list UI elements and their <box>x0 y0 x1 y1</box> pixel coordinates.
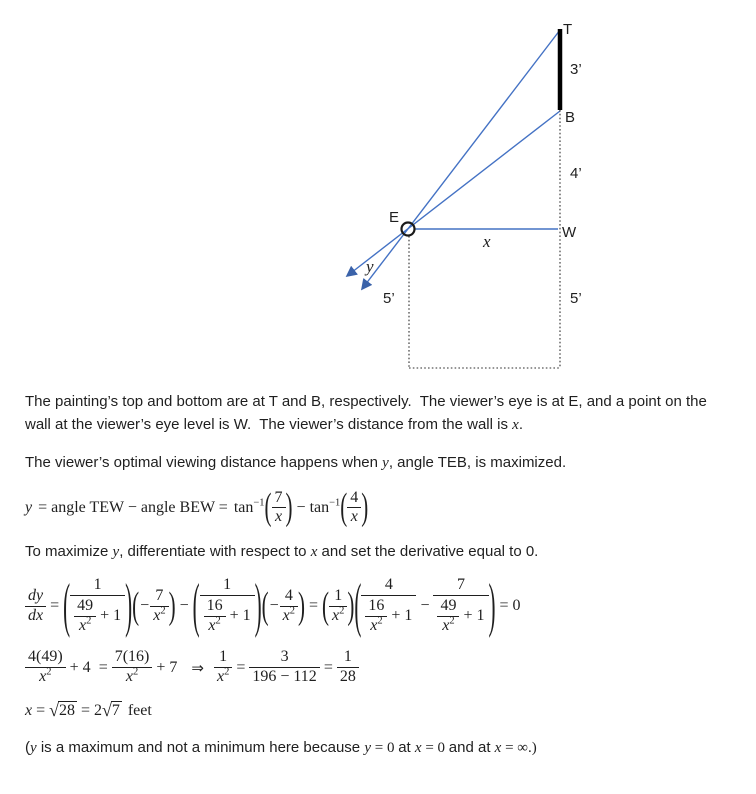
square-root <box>102 701 122 720</box>
radical-sign: √ <box>102 700 112 721</box>
fraction <box>204 597 226 636</box>
math-token: x <box>39 668 47 686</box>
fraction <box>365 597 387 636</box>
implies-arrow: ⇒ <box>191 658 204 677</box>
paragraph-optimal <box>25 452 736 475</box>
math-token: x <box>512 416 519 433</box>
math-token: 7 <box>274 488 283 506</box>
math-token: 2 <box>46 666 52 678</box>
viewing-distance-diagram <box>0 0 756 385</box>
paren: ( <box>264 485 272 529</box>
math-token: = <box>98 658 108 676</box>
math-token: −1 <box>253 497 265 509</box>
math-token: dx <box>25 606 46 626</box>
text-run: , angle TEB, is maximized. <box>388 454 567 471</box>
math-token: tan <box>309 498 330 516</box>
math-token: = <box>499 597 509 615</box>
math-token: x <box>370 616 378 634</box>
math-token: y <box>30 739 37 756</box>
math-token: 0 <box>512 597 521 615</box>
paren: ( <box>192 570 200 639</box>
math-token: 28 <box>58 702 75 720</box>
math-token <box>310 499 341 517</box>
math-token: − <box>296 498 306 516</box>
math-token: 196 − 112 <box>249 667 319 687</box>
math-token: y <box>364 739 371 756</box>
math-token: 2 <box>449 615 455 627</box>
paren: ) <box>347 583 355 627</box>
label-T: T <box>563 21 573 38</box>
math-token <box>433 595 488 637</box>
math-token: 2 <box>132 666 139 678</box>
document-body <box>0 391 756 759</box>
fraction <box>280 587 298 626</box>
math-token: = ∞.) <box>501 739 537 756</box>
math-token: 2 <box>86 615 92 627</box>
math-token: − <box>269 597 279 615</box>
text-run: is a maximum and not a minimum here because <box>36 738 365 756</box>
math-token: x <box>216 668 225 686</box>
paren: ( <box>340 485 348 529</box>
math-token: = angle TEW − angle BEW = <box>38 498 228 516</box>
math-token: = <box>323 658 333 676</box>
math-token: 2 <box>377 615 383 627</box>
math-token: x <box>414 739 422 756</box>
math-token: 49 <box>440 596 457 614</box>
math-token: feet <box>127 701 152 719</box>
fraction <box>433 576 488 637</box>
math-token <box>112 667 153 687</box>
square-root <box>49 701 77 720</box>
math-token: 1 <box>334 586 343 604</box>
label-B: B <box>565 109 576 126</box>
text-run: The viewer’s optimal viewing distance happens when <box>25 454 383 471</box>
math-token: x <box>25 701 33 719</box>
math-token: 28 <box>337 667 359 687</box>
math-token: y <box>112 544 120 561</box>
math-token: 4 <box>384 575 393 593</box>
fraction <box>361 576 416 637</box>
math-token: 2 <box>224 666 230 678</box>
math-token: = 0 <box>421 739 449 756</box>
math-token <box>280 606 298 626</box>
math-token: − <box>140 597 150 615</box>
fraction <box>329 587 347 626</box>
math-token: + 1 <box>229 606 251 624</box>
math-token: 4(49) <box>28 648 63 666</box>
text-run: at <box>398 738 415 756</box>
paragraph-note <box>25 737 736 760</box>
math-token <box>365 616 387 636</box>
paragraph-setup <box>25 391 736 436</box>
label-3ft: 3’ <box>570 61 582 78</box>
math-token <box>329 606 347 626</box>
math-token <box>70 595 125 637</box>
math-token: 1 <box>93 575 102 593</box>
fraction <box>200 576 255 637</box>
math-token: x <box>125 668 133 686</box>
radical-sign: √ <box>49 700 59 721</box>
math-token: + 4 <box>69 658 91 676</box>
fraction <box>272 489 286 528</box>
label-x-distance: x <box>483 232 491 251</box>
paren: ) <box>125 570 133 639</box>
math-token: + 1 <box>100 606 122 624</box>
math-token: −1 <box>329 497 341 509</box>
math-token: x <box>272 507 286 527</box>
math-token <box>74 616 96 636</box>
math-token: 16 <box>206 596 223 614</box>
math-token: 2 <box>339 605 345 617</box>
math-token: 1 <box>343 648 352 666</box>
math-token: + 1 <box>391 606 413 624</box>
fraction <box>70 576 125 637</box>
equation-angle-definition <box>25 485 736 529</box>
math-token: 7 <box>456 575 465 593</box>
math-token: x <box>347 507 361 527</box>
equation-derivative <box>25 570 736 639</box>
math-token: x <box>78 616 87 634</box>
math-token: dy <box>28 586 44 604</box>
math-token <box>150 606 168 626</box>
paren: ( <box>63 570 71 639</box>
label-y-angle: y <box>366 257 374 276</box>
fraction <box>74 597 96 636</box>
math-token: 2 <box>215 615 221 627</box>
math-token: = 0 <box>371 739 399 756</box>
text-run: and set the derivative equal to 0. <box>317 543 539 561</box>
paragraph-maximize <box>25 541 736 564</box>
math-token: 1 <box>223 575 232 593</box>
paren: ( <box>132 583 140 627</box>
math-token: + 1 <box>463 606 485 624</box>
math-token: 2 <box>160 605 166 617</box>
fraction <box>347 489 361 528</box>
math-token <box>214 667 232 687</box>
equation-solve <box>25 648 736 687</box>
math-token: = <box>80 701 90 719</box>
paren: ( <box>354 570 362 639</box>
text-run: ( <box>25 738 30 756</box>
equation-result <box>25 701 736 720</box>
math-token: 4 <box>284 586 293 604</box>
paren: ) <box>298 583 306 627</box>
math-token: y <box>382 455 389 471</box>
math-token: x <box>442 616 450 634</box>
math-token <box>437 616 459 636</box>
math-token <box>204 616 226 636</box>
math-token <box>234 499 265 517</box>
math-token: − <box>420 597 430 615</box>
math-token: 4 <box>350 488 359 506</box>
math-token: 7(16) <box>114 648 150 666</box>
math-token <box>200 595 255 637</box>
paren: ) <box>361 485 369 529</box>
math-token: 49 <box>77 596 94 614</box>
math-token: 1 <box>219 648 228 666</box>
fraction <box>214 648 232 687</box>
diagram-container <box>0 0 756 385</box>
paren: ) <box>488 570 496 639</box>
math-token: 7 <box>155 586 164 604</box>
paren: ) <box>285 485 293 529</box>
paren: ( <box>322 583 330 627</box>
text-run: The painting’s top and bottom are at T and B, respectively. The viewer’s eye is at E, and a point on the wall at the viewer’s eye level is W. The viewer’s distance from the wall is <box>25 393 711 433</box>
text-run: , differentiate with respect to <box>119 543 311 561</box>
math-token <box>361 595 416 637</box>
math-token: 3 <box>280 648 289 666</box>
label-E: E <box>389 209 400 226</box>
fraction-dy-dx <box>25 587 46 626</box>
math-token: = <box>309 597 319 615</box>
paren: ( <box>261 583 269 627</box>
math-token: = <box>236 658 246 676</box>
math-token: x <box>332 606 340 624</box>
sightline-through-top <box>362 30 560 289</box>
sightline-through-bottom <box>347 111 560 276</box>
paren: ) <box>254 570 262 639</box>
fraction <box>112 648 153 687</box>
math-token: x <box>282 606 290 624</box>
math-token: 2 <box>289 605 296 617</box>
math-token: y <box>25 498 33 516</box>
math-token: x <box>153 606 161 624</box>
math-token: x <box>208 616 216 634</box>
math-token: = <box>50 597 60 615</box>
text-run: and at <box>448 738 495 756</box>
math-token: x <box>494 739 502 756</box>
math-token: tan <box>233 498 254 516</box>
math-token: + 7 <box>156 658 178 676</box>
math-token <box>25 667 66 687</box>
fraction <box>437 597 459 636</box>
label-5ft-left: 5’ <box>383 290 395 307</box>
math-token: = <box>36 701 46 719</box>
math-token: x <box>310 544 318 561</box>
fraction <box>150 587 168 626</box>
math-token: 7 <box>111 702 120 720</box>
math-token: 2 <box>94 701 102 719</box>
math-token: 16 <box>368 596 385 614</box>
math-token: − <box>179 597 189 615</box>
fraction <box>249 648 319 687</box>
label-5ft-right: 5’ <box>570 290 582 307</box>
paren: ) <box>168 583 176 627</box>
text-run: . <box>518 415 523 433</box>
fraction <box>337 648 359 687</box>
fraction <box>25 648 66 687</box>
label-W: W <box>562 224 577 241</box>
label-4ft: 4’ <box>570 165 582 182</box>
text-run: To maximize <box>25 543 113 561</box>
